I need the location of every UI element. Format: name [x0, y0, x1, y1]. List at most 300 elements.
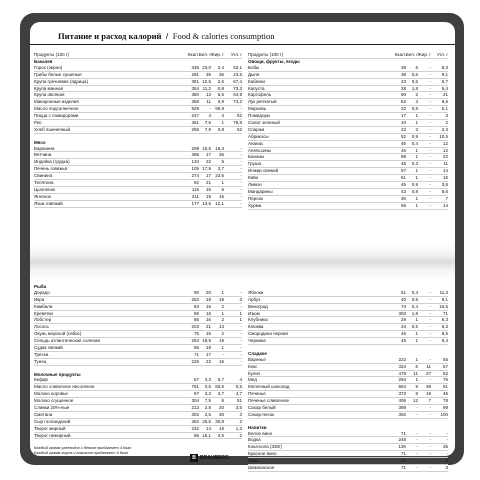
fat-value: 0,9: [217, 99, 224, 105]
fat-value: 0,5: [217, 432, 224, 438]
fat-value: 16: [218, 358, 224, 364]
protein-value: 2,8: [204, 405, 211, 411]
product-name: Апельсины: [248, 147, 272, 153]
protein-value: 1: [415, 147, 418, 153]
product-name: Яблоки: [248, 289, 264, 295]
carbs-value: -: [240, 289, 242, 295]
fat-value: 30: [218, 411, 224, 417]
fat-value: 13: [218, 324, 224, 330]
carbs-value: 67,4: [233, 78, 242, 84]
table-row: [34, 345, 242, 352]
protein-value: 3,3: [204, 377, 211, 383]
fat-value: -: [429, 106, 431, 112]
protein-value: 14: [205, 425, 211, 431]
fat-value: 3,7: [217, 166, 224, 172]
carbs-value: 1,3: [235, 425, 242, 431]
product-name: Пиво: [248, 458, 259, 464]
protein-value: 17: [205, 173, 211, 179]
table-row: [248, 304, 448, 311]
kcal-value: 274: [191, 173, 199, 179]
brand-name: BRAUBERG: [200, 455, 229, 461]
fat-value: -: [429, 195, 431, 201]
protein-value: 7,9: [204, 126, 211, 132]
product-name: Салат зеленый: [248, 120, 280, 126]
product-name: Бананы: [248, 154, 265, 160]
carbs-value: 3,6: [441, 182, 448, 188]
table-row: [248, 134, 448, 141]
product-name: Мандарины: [248, 188, 273, 194]
carbs-value: 5,3: [441, 324, 448, 330]
protein-value: 17,9: [202, 166, 211, 172]
protein-value: 1: [415, 338, 418, 344]
protein-value: 1: [415, 331, 418, 337]
table-row: [34, 79, 242, 86]
product-name: Молоко коровье: [34, 391, 68, 397]
carbs-value: 3: [445, 113, 448, 119]
protein-value: 11: [206, 99, 211, 105]
product-name: Картофель: [248, 92, 272, 98]
protein-value: 12: [412, 398, 418, 404]
protein-value: 1,8: [411, 85, 418, 91]
protein-value: 17: [205, 351, 211, 357]
product-name: Спаржа: [248, 126, 265, 132]
table-row: [34, 398, 242, 405]
protein-value: -: [416, 430, 418, 436]
fat-value: 7: [428, 398, 431, 404]
carbs-value: 9,1: [441, 296, 448, 302]
table-row: [248, 451, 448, 458]
table-row: [248, 391, 448, 398]
carbs-value: 2,3: [441, 126, 448, 132]
table-row: [248, 444, 448, 451]
carbs-value: 12: [442, 147, 448, 153]
carbs-value: 2: [445, 120, 448, 126]
carbs-value: 21: [442, 92, 448, 98]
fat-value: 6,5: [217, 92, 224, 98]
fat-value: 2: [221, 317, 224, 323]
product-name: Кока-кола (330г): [248, 444, 283, 450]
table-row: [248, 364, 448, 371]
product-name: Креветки: [34, 310, 53, 316]
title-en: Food & calories consumption: [172, 31, 275, 41]
kcal-value: 75: [193, 331, 199, 337]
carbs-value: 7: [445, 195, 448, 201]
kcal-value: 71: [400, 451, 406, 457]
carbs-value: 3: [445, 465, 448, 471]
table-row: [34, 384, 242, 391]
kcal-value: 56: [400, 202, 406, 208]
protein-value: 13: [205, 92, 211, 98]
product-name: Варенье: [248, 356, 266, 362]
kcal-value: 45: [400, 338, 406, 344]
section-title: Мясо: [34, 139, 46, 145]
fat-value: -: [429, 140, 431, 146]
kcal-value: 45: [400, 161, 406, 167]
fat-value: -: [429, 188, 431, 194]
kcal-value: 254: [191, 338, 199, 344]
protein-value: 36: [205, 71, 211, 77]
table-row: [34, 331, 242, 338]
fat-value: 15: [218, 193, 224, 199]
carbs-value: -: [446, 437, 448, 443]
protein-value: 1: [415, 120, 418, 126]
kcal-value: 52: [400, 99, 406, 105]
fat-value: -: [429, 310, 431, 316]
kcal-value: 30: [400, 195, 406, 201]
carbs-value: 35: [442, 444, 448, 450]
protein-value: -: [416, 405, 418, 411]
table-bottom-left: [34, 284, 242, 439]
fat-value: -: [429, 289, 431, 295]
footnote: Каждый грамм углеводов и белков прибавляет 4 Ккал: [34, 446, 132, 450]
carbs-value: -: [240, 338, 242, 344]
protein-value: 16: [205, 303, 211, 309]
table-row: [248, 113, 448, 120]
kcal-value: 29: [400, 317, 406, 323]
protein-value: 15: [205, 186, 211, 192]
protein-value: 0,6: [411, 71, 418, 77]
fat-value: 1: [221, 289, 224, 295]
table-row: [34, 405, 242, 412]
footnote: Каждый грамм жиров и алкоголя прибавляет 9 Ккал: [34, 451, 129, 456]
kcal-value: 255: [191, 126, 199, 132]
protein-value: 16: [205, 310, 211, 316]
table-row: [248, 65, 448, 72]
header-protein: Бел. г: [198, 52, 211, 57]
product-name: Смородина черная: [248, 331, 288, 337]
protein-value: 16,1: [202, 432, 211, 438]
protein-value: 0,6: [411, 78, 418, 84]
fat-value: 1: [221, 120, 224, 126]
carbs-value: 100: [440, 411, 448, 417]
table-row: [34, 113, 242, 120]
fat-value: 99,9: [215, 106, 224, 112]
protein-value: 6: [415, 64, 418, 70]
carbs-value: 12: [442, 140, 448, 146]
carbs-value: 1: [239, 310, 242, 316]
kcal-value: 71: [400, 465, 406, 471]
protein-value: 0,9: [411, 133, 418, 139]
kcal-value: 209: [191, 145, 199, 151]
table-row: [248, 371, 448, 378]
carbs-value: 1: [239, 317, 242, 323]
product-name: Лимон: [248, 182, 262, 188]
header-fat: Жир. г: [210, 52, 224, 57]
fat-value: -: [429, 331, 431, 337]
carbs-value: 9,1: [441, 71, 448, 77]
product-name: Масло сливочное несоленое: [34, 384, 95, 390]
carbs-value: 55: [442, 356, 448, 362]
product-name: Цыпленок: [34, 186, 56, 192]
product-name: Сахар-песок: [248, 411, 275, 417]
product-name: Кефир: [34, 377, 48, 383]
carbs-value: 75,8: [233, 120, 242, 126]
fat-value: 8: [221, 398, 224, 404]
kcal-value: 22: [400, 106, 406, 112]
carbs-value: -: [240, 351, 242, 357]
product-name: Черника: [248, 338, 266, 344]
carbs-value: 52: [236, 126, 242, 132]
kcal-value: 57: [400, 168, 406, 174]
kcal-value: 73: [400, 303, 406, 309]
section-title: Овощи, фрукты, ягоды: [248, 59, 300, 64]
carbs-value: 23,5: [233, 71, 242, 77]
table-row: [34, 159, 242, 166]
table-row: [248, 182, 448, 189]
kcal-value: 17: [400, 113, 406, 119]
product-name: Изюм: [248, 310, 260, 316]
table-row: [248, 127, 448, 134]
table-row: [248, 384, 448, 391]
protein-value: -: [416, 437, 418, 443]
product-name: Лук репчатый: [248, 99, 277, 105]
kcal-value: 47: [400, 458, 406, 464]
product-name: Красное вино: [248, 451, 277, 457]
fat-value: -: [222, 351, 224, 357]
carbs-value: -: [240, 186, 242, 192]
product-name: Крупа манная: [34, 85, 64, 91]
kcal-value: 89: [400, 154, 406, 160]
table-row: [34, 317, 242, 324]
table-row: [34, 166, 242, 173]
table-row: [248, 154, 448, 161]
protein-value: 1: [415, 202, 418, 208]
product-name: Судак свежий: [34, 345, 63, 351]
fat-value: -: [429, 126, 431, 132]
carbs-value: 9,6: [441, 99, 448, 105]
carbs-value: 5,4: [441, 85, 448, 91]
product-name: Макаронные изделия: [34, 99, 79, 105]
kcal-value: 105: [191, 166, 199, 172]
product-name: Персик: [248, 195, 263, 201]
fat-value: -: [429, 120, 431, 126]
fat-value: -: [429, 71, 431, 77]
kcal-value: 85: [193, 345, 199, 351]
fat-value: -: [429, 451, 431, 457]
fat-value: 30,8: [215, 418, 224, 424]
kcal-value: 380: [191, 92, 199, 98]
section-title: Молочные продукты: [34, 371, 81, 377]
product-name: Окунь морской (себас): [34, 331, 82, 337]
table-row: [34, 146, 242, 153]
fat-value: 1: [221, 345, 224, 351]
protein-value: 22: [205, 159, 211, 165]
carbs-value: -: [240, 193, 242, 199]
product-name: Горох (зерно): [34, 64, 63, 70]
protein-value: 3,3: [204, 391, 211, 397]
protein-value: 0,4: [411, 303, 418, 309]
table-row: [34, 433, 242, 440]
fat-value: -: [429, 161, 431, 167]
kcal-value: 248: [398, 437, 406, 443]
protein-value: -: [209, 106, 211, 112]
table-row: [34, 412, 242, 419]
title-ru: Питание и расход калорий: [58, 31, 162, 41]
kcal-value: 10: [400, 120, 406, 126]
kcal-value: 46: [400, 147, 406, 153]
protein-value: 7,5: [204, 398, 211, 404]
fat-value: -: [429, 430, 431, 436]
fat-value: 27: [425, 370, 431, 376]
fat-value: 20: [218, 405, 224, 411]
carbs-value: 46: [442, 391, 448, 397]
kcal-value: 336: [191, 64, 199, 70]
fat-value: -: [429, 99, 431, 105]
table-row: [34, 106, 242, 113]
table-row: [34, 359, 242, 366]
carbs-value: -: [240, 152, 242, 158]
table-row: [248, 357, 448, 364]
protein-value: 1: [415, 356, 418, 362]
carbs-value: -: [240, 145, 242, 151]
product-name: Арбуз: [248, 296, 261, 302]
protein-value: 0,3: [411, 161, 418, 167]
section-title: Бакалея: [34, 59, 53, 64]
product-name: Индейка (грудка): [34, 159, 70, 165]
table-row: [248, 72, 448, 79]
table-row: [248, 465, 448, 472]
protein-value: 3: [415, 99, 418, 105]
product-name: Сливки 20%-ные: [34, 405, 70, 411]
carbs-value: 64,9: [233, 92, 242, 98]
protein-value: 16: [205, 317, 211, 323]
carbs-value: 4: [239, 377, 242, 383]
kcal-value: 781: [191, 384, 199, 390]
fat-value: -: [429, 377, 431, 383]
fat-value: 4: [221, 113, 224, 119]
kcal-value: 23: [400, 78, 406, 84]
kcal-value: 351: [191, 120, 199, 126]
table-row: [248, 311, 448, 318]
fat-value: 19: [425, 391, 431, 397]
kcal-value: 45: [400, 331, 406, 337]
fat-value: 2,4: [217, 64, 224, 70]
product-name: Помидоры: [248, 113, 271, 119]
protein-value: 17: [205, 152, 211, 158]
protein-value: -: [416, 458, 418, 464]
carbs-value: 71: [442, 310, 448, 316]
table-row: [248, 175, 448, 182]
kcal-value: 281: [191, 71, 199, 77]
carbs-value: 5,1: [441, 106, 448, 112]
table-row: [34, 419, 242, 426]
fat-value: -: [429, 324, 431, 330]
table-row: [248, 141, 448, 148]
product-name: Крупа овсяная: [34, 92, 65, 98]
product-name: Молочный шоколад: [248, 384, 290, 390]
protein-value: 0,8: [411, 106, 418, 112]
carbs-value: 22: [442, 154, 448, 160]
table-row: [34, 127, 242, 134]
protein-value: 4: [208, 113, 211, 119]
fat-value: -: [429, 154, 431, 160]
table-row: [34, 338, 242, 345]
protein-value: 2: [415, 92, 418, 98]
protein-value: 11: [413, 370, 418, 376]
fat-value: 23,5: [215, 173, 224, 179]
kcal-value: 564: [398, 384, 406, 390]
kcal-value: 86: [193, 310, 199, 316]
fat-value: -: [429, 411, 431, 417]
kcal-value: 406: [398, 398, 406, 404]
product-name: Творог нежирный: [34, 432, 71, 438]
table-row: [248, 106, 448, 113]
product-name: Клубника: [248, 317, 268, 323]
carbs-value: 52: [236, 113, 242, 119]
fat-value: -: [429, 202, 431, 208]
table-row: [248, 398, 448, 405]
product-name: Кекс: [248, 363, 258, 369]
table-row: [248, 92, 448, 99]
product-name: Хурма: [248, 202, 262, 208]
fat-value: -: [429, 182, 431, 188]
product-name: Лосось: [34, 324, 49, 330]
table-row: [34, 72, 242, 79]
carbs-value: 11: [443, 161, 448, 167]
protein-value: 0,5: [204, 384, 211, 390]
product-name: Белое вино: [248, 430, 273, 436]
protein-value: 0,8: [411, 188, 418, 194]
table-row: [248, 437, 448, 444]
carbs-value: -: [240, 166, 242, 172]
product-name: Ананас: [248, 140, 264, 146]
protein-value: 1: [415, 113, 418, 119]
carbs-value: 0,5: [235, 384, 242, 390]
kcal-value: 45: [400, 182, 406, 188]
protein-value: 0,4: [411, 140, 418, 146]
table-row: [34, 65, 242, 72]
carbs-value: 14: [442, 202, 448, 208]
carbs-value: 8,5: [441, 331, 448, 337]
header-product: Продукты (100 г): [34, 52, 69, 57]
table-row: [248, 161, 448, 168]
fat-value: -: [429, 458, 431, 464]
kcal-value: 22: [400, 126, 406, 132]
table-row: [248, 203, 448, 210]
kcal-value: 479: [398, 370, 406, 376]
fat-value: -: [429, 92, 431, 98]
fat-value: 2,5: [217, 78, 224, 84]
protein-value: 8: [415, 391, 418, 397]
protein-value: 1,8: [411, 310, 418, 316]
header-carbs: Угл. г: [231, 52, 242, 57]
table-top-right: [248, 59, 448, 210]
table-row: [34, 311, 242, 318]
table-row: [34, 92, 242, 99]
carbs-value: 2: [239, 432, 242, 438]
fat-value: -: [429, 175, 431, 181]
table-row: [34, 391, 242, 398]
product-name: Клюква: [248, 324, 264, 330]
kcal-value: 358: [191, 99, 199, 105]
carbs-value: -: [240, 106, 242, 112]
brand-logo: [190, 454, 229, 462]
protein-value: 7,6: [204, 120, 211, 126]
product-name: Мед: [248, 377, 257, 383]
kcal-value: 71: [193, 351, 199, 357]
kcal-value: 211: [191, 193, 199, 199]
protein-value: -: [416, 451, 418, 457]
carbs-value: 6,3: [441, 317, 448, 323]
protein-value: 18,9: [202, 338, 211, 344]
fat-value: 0,8: [217, 126, 224, 132]
table-row: [248, 324, 448, 331]
table-row: [34, 352, 242, 359]
kcal-value: 395: [191, 152, 199, 158]
fat-value: 11: [426, 363, 431, 369]
fat-value: -: [429, 168, 431, 174]
kcal-value: 34: [400, 324, 406, 330]
